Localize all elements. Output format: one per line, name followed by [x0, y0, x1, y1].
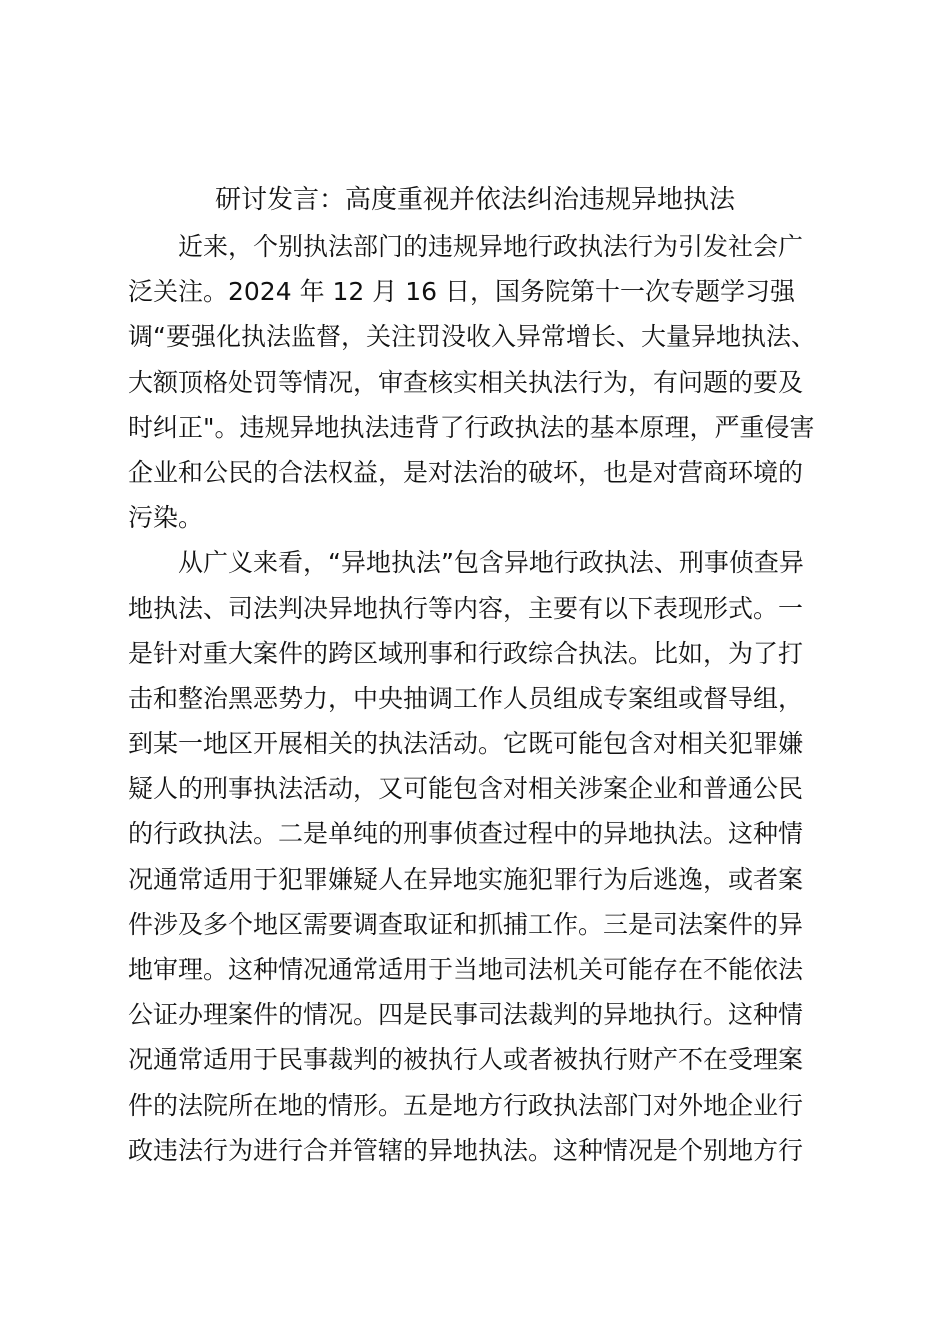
text-line [0, 1083, 950, 1128]
text-line [0, 269, 950, 314]
paragraph-1-line-7: 污染。 [128, 503, 204, 533]
paragraph-2-line-5: 到某一地区开展相关的执法活动。它既可能包含对相关犯罪嫌 [128, 729, 804, 759]
paragraph-1-line-4: 大额顶格处罚等情况，审查核实相关执法行为，有问题的要及 [128, 367, 804, 397]
text-line [0, 631, 950, 676]
text-line [0, 586, 950, 631]
text-line [0, 495, 950, 540]
paragraph-2-line-9: 件涉及多个地区需要调查取证和抓捕工作。三是司法案件的异 [128, 909, 804, 939]
paragraph-1-line-1: 近来，个别执法部门的违规异地行政执法行为引发社会广 [178, 232, 804, 261]
text-line [0, 947, 950, 992]
text-line [0, 811, 950, 856]
text-line [0, 314, 950, 359]
text-line [0, 450, 950, 495]
paragraph-2-line-10: 地审理。这种情况通常适用于当地司法机关可能存在不能依法 [128, 955, 804, 984]
paragraph-1-line-3: 调“要强化执法监督，关注罚没收入异常增长、大量异地执法、 [128, 322, 816, 352]
text-line [0, 676, 950, 721]
paragraph-2-line-7: 的行政执法。二是单纯的刑事侦查过程中的异地执法。这种情 [128, 819, 804, 849]
text-line [0, 540, 950, 585]
document-body [0, 224, 950, 1173]
text-line [0, 1128, 950, 1173]
paragraph-2-line-1: 从广义来看，“异地执法”包含异地行政执法、刑事侦查异 [178, 548, 804, 578]
document-title: 研讨发言：高度重视并依法纠治违规异地执法 [214, 185, 735, 215]
text-line [0, 1037, 950, 1082]
text-line [0, 766, 950, 811]
text-line [0, 721, 950, 766]
paragraph-2-line-14: 政违法行为进行合并管辖的异地执法。这种情况是个别地方行 [128, 1135, 804, 1165]
paragraph-2-line-3: 是针对重大案件的跨区域刑事和行政综合执法。比如，为了打 [128, 638, 804, 668]
paragraph-1-line-6: 企业和公民的合法权益，是对法治的破坏，也是对营商环境的 [128, 457, 804, 487]
paragraph-2-line-4: 击和整治黑恶势力，中央抽调工作人员组成专案组或督导组， [128, 683, 804, 713]
paragraph-2-line-6: 疑人的刑事执法活动，又可能包含对相关涉案企业和普通公民 [128, 774, 804, 804]
text-line [0, 902, 950, 947]
paragraph-2-line-8: 况通常适用于犯罪嫌疑人在异地实施犯罪行为后逃逸，或者案 [128, 864, 804, 894]
paragraph-2-line-11: 公证办理案件的情况。四是民事司法裁判的异地执行。这种情 [128, 1000, 804, 1030]
paragraph-2-line-13: 件的法院所在地的情形。五是地方行政执法部门对外地企业行 [128, 1090, 804, 1120]
paragraph-2-line-2: 地执法、司法判决异地执行等内容，主要有以下表现形式。一 [128, 593, 804, 623]
text-line [0, 224, 950, 269]
paragraph-1-line-5: 时纠正"。违规异地执法违背了行政执法的基本原理，严重侵害 [128, 412, 815, 442]
text-line [0, 405, 950, 450]
text-line [0, 992, 950, 1037]
paragraph-2-line-12: 况通常适用于民事裁判的被执行人或者被执行财产不在受理案 [128, 1045, 804, 1075]
paragraph-1-line-2: 泛关注。2024 年 12 月 16 日，国务院第十一次专题学习强 [128, 277, 795, 307]
text-line [0, 857, 950, 902]
text-line [0, 360, 950, 405]
